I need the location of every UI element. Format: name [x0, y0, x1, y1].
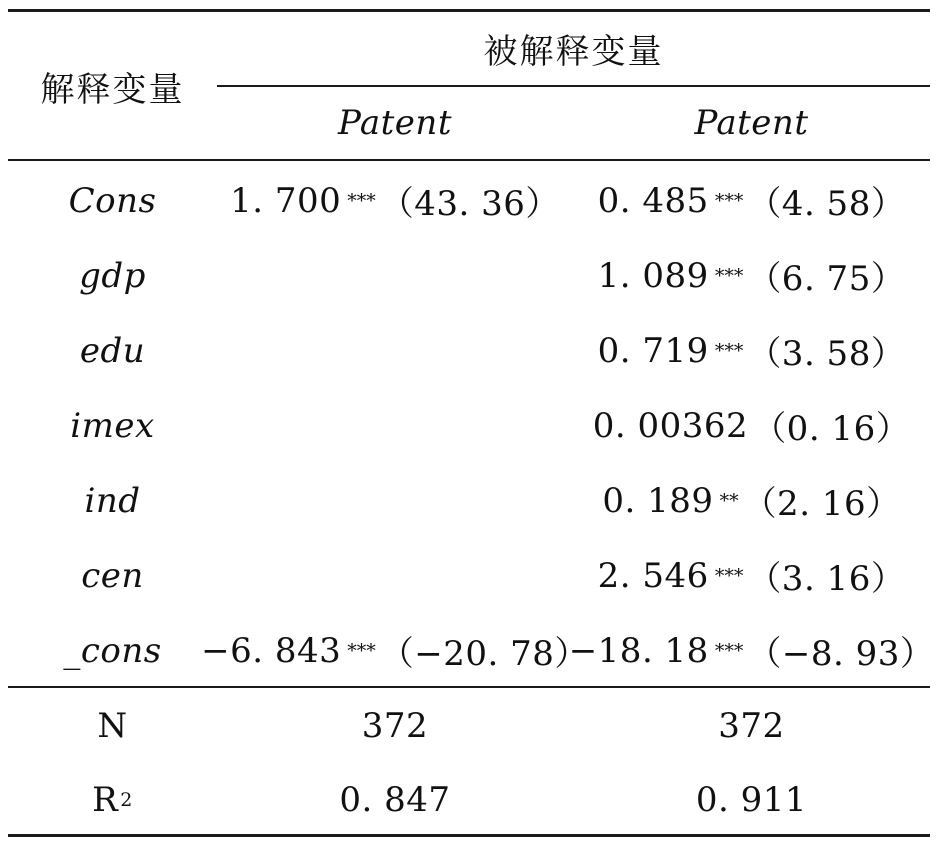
coef-value: 1. 700 — [230, 180, 342, 221]
t-statistic: （4. 58） — [747, 184, 906, 224]
t-statistic: （3. 58） — [747, 334, 906, 374]
variable-name: edu — [79, 330, 146, 371]
n-value-1: 372 — [361, 706, 429, 746]
t-statistic: （0. 16） — [752, 409, 911, 449]
coef-value: 0. 719 — [597, 330, 709, 371]
significance-stars: *** — [714, 639, 744, 662]
n-value-2: 372 — [718, 706, 785, 746]
significance-stars: *** — [714, 339, 744, 362]
significance-stars: *** — [714, 189, 744, 212]
coef-value: −6. 843 — [201, 630, 342, 671]
significance-stars: *** — [714, 264, 744, 287]
variable-name: gdp — [79, 255, 146, 296]
coef-cell-2 — [573, 463, 930, 538]
significance-stars: *** — [347, 639, 376, 662]
t-statistic: （3. 16） — [747, 559, 906, 599]
coef-cell-1 — [217, 463, 573, 538]
r2-value-2: 0. 911 — [695, 780, 808, 820]
variable-name: imex — [70, 405, 155, 446]
dependent-variable-header: 被解释变量 — [483, 31, 664, 72]
significance-stars: *** — [347, 189, 376, 212]
t-statistic: （−8. 93） — [747, 634, 935, 674]
column-header-1: Patent — [338, 103, 452, 143]
r2-label-exponent: 2 — [120, 789, 133, 811]
n-label: N — [97, 706, 128, 746]
coef-cell-1 — [217, 163, 573, 238]
variable-name: Cons — [68, 180, 157, 221]
variable-name: cen — [81, 555, 144, 596]
coef-cell-1 — [217, 388, 573, 463]
coef-cell-2 — [573, 163, 930, 238]
coef-value: 1. 089 — [597, 255, 709, 296]
r2-label-base: R — [92, 780, 119, 820]
variable-name: _cons — [63, 630, 162, 671]
coef-value: 2. 546 — [597, 555, 709, 596]
coef-value: −18. 18 — [568, 630, 709, 671]
coef-value: 0. 189 — [602, 480, 714, 521]
coef-value: 0. 00362 — [592, 405, 749, 446]
coef-cell-2 — [573, 313, 930, 388]
coef-cell-2 — [573, 538, 930, 613]
t-statistic: （−20. 78） — [379, 634, 589, 674]
significance-stars: ** — [719, 489, 739, 512]
explanatory-variable-header: 解释变量 — [40, 69, 185, 110]
coef-cell-2 — [573, 238, 930, 313]
significance-stars: *** — [714, 564, 744, 587]
coef-cell-1 — [217, 238, 573, 313]
r2-label — [8, 764, 217, 836]
variable-name: ind — [84, 480, 141, 521]
r2-value-1: 0. 847 — [339, 780, 451, 820]
coef-cell-1 — [217, 538, 573, 613]
coef-cell-2 — [573, 388, 930, 463]
t-statistic: （2. 16） — [742, 484, 901, 524]
t-statistic: （6. 75） — [747, 259, 906, 299]
coef-value: 0. 485 — [597, 180, 709, 221]
coef-cell-1 — [217, 313, 573, 388]
t-statistic: （43. 36） — [379, 184, 560, 224]
coef-cell-2 — [568, 613, 935, 688]
column-header-2: Patent — [694, 103, 809, 143]
coef-cell-1 — [201, 613, 589, 688]
